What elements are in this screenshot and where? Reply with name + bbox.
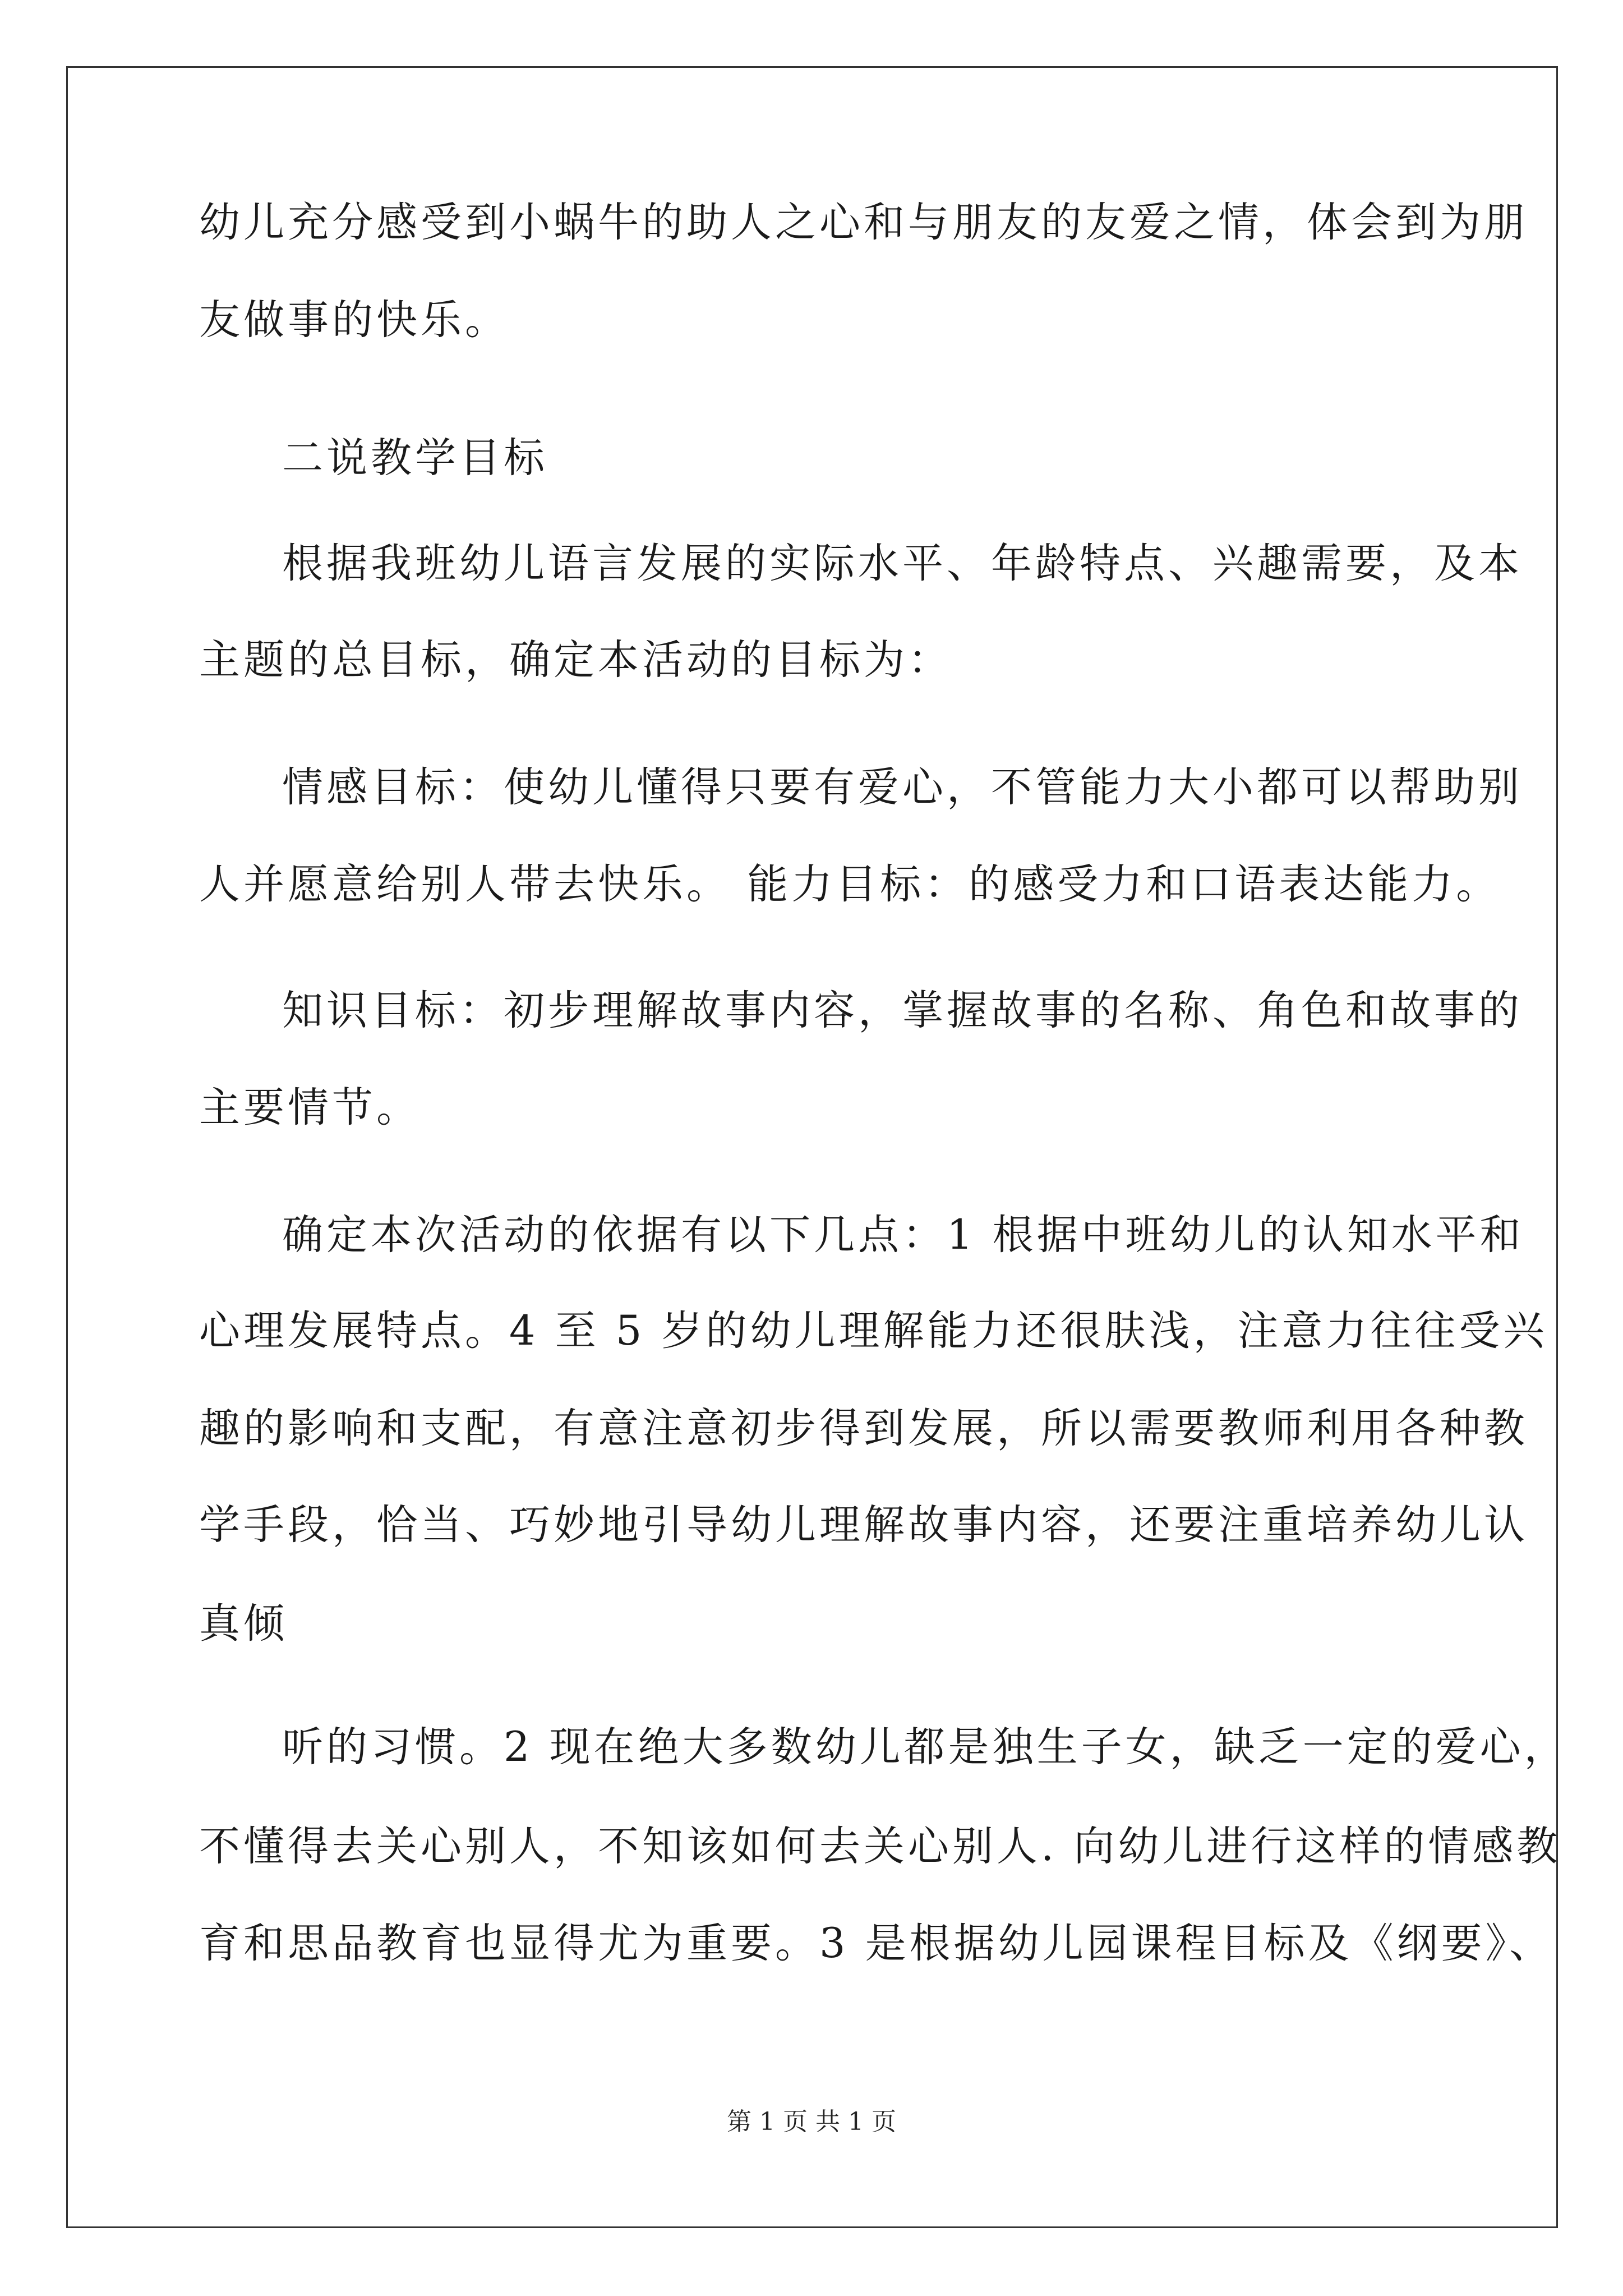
section-heading: 二说教学目标: [282, 434, 548, 482]
text-line: 幼儿充分感受到小蜗牛的助人之心和与朋友的友爱之情，体会到为朋: [199, 199, 1528, 246]
text-line: 人并愿意给别人带去快乐。 能力目标：的感受力和口语表达能力。: [199, 861, 1501, 908]
text-line: 确定本次活动的依据有以下几点：1 根据中班幼儿的认知水平和: [282, 1211, 1524, 1259]
page-number: 第 1 页 共 1 页: [727, 2108, 896, 2136]
text-line: 主要情节。: [199, 1084, 421, 1131]
text-line: 友做事的快乐。: [199, 296, 509, 344]
page-border: [66, 66, 1558, 2228]
text-line: 心理发展特点。4 至 5 岁的幼儿理解能力还很肤浅，注意力往往受兴: [199, 1307, 1548, 1355]
text-line: 知识目标：初步理解故事内容，掌握故事的名称、角色和故事的: [282, 987, 1523, 1034]
text-line: 情感目标：使幼儿懂得只要有爱心，不管能力大小都可以帮助别: [282, 763, 1523, 811]
text-line: 育和思品教育也显得尤为重要。3 是根据幼儿园课程目标及《纲要》、: [199, 1920, 1554, 1967]
text-line: 学手段，恰当、巧妙地引导幼儿理解故事内容，还要注重培养幼儿认: [199, 1501, 1528, 1549]
text-line: 趣的影响和支配，有意注意初步得到发展，所以需要教师利用各种教: [199, 1405, 1528, 1452]
text-line: 不懂得去关心别人，不知该如何去关心别人. 向幼儿进行这样的情感教: [199, 1823, 1561, 1870]
text-line: 听的习惯。2 现在绝大多数幼儿都是独生子女，缺乏一定的爱心，: [282, 1723, 1569, 1771]
text-line: 根据我班幼儿语言发展的实际水平、年龄特点、兴趣需要，及本: [282, 540, 1523, 587]
text-line: 主题的总目标，确定本活动的目标为：: [199, 636, 952, 684]
text-line: 真倾: [199, 1600, 288, 1648]
